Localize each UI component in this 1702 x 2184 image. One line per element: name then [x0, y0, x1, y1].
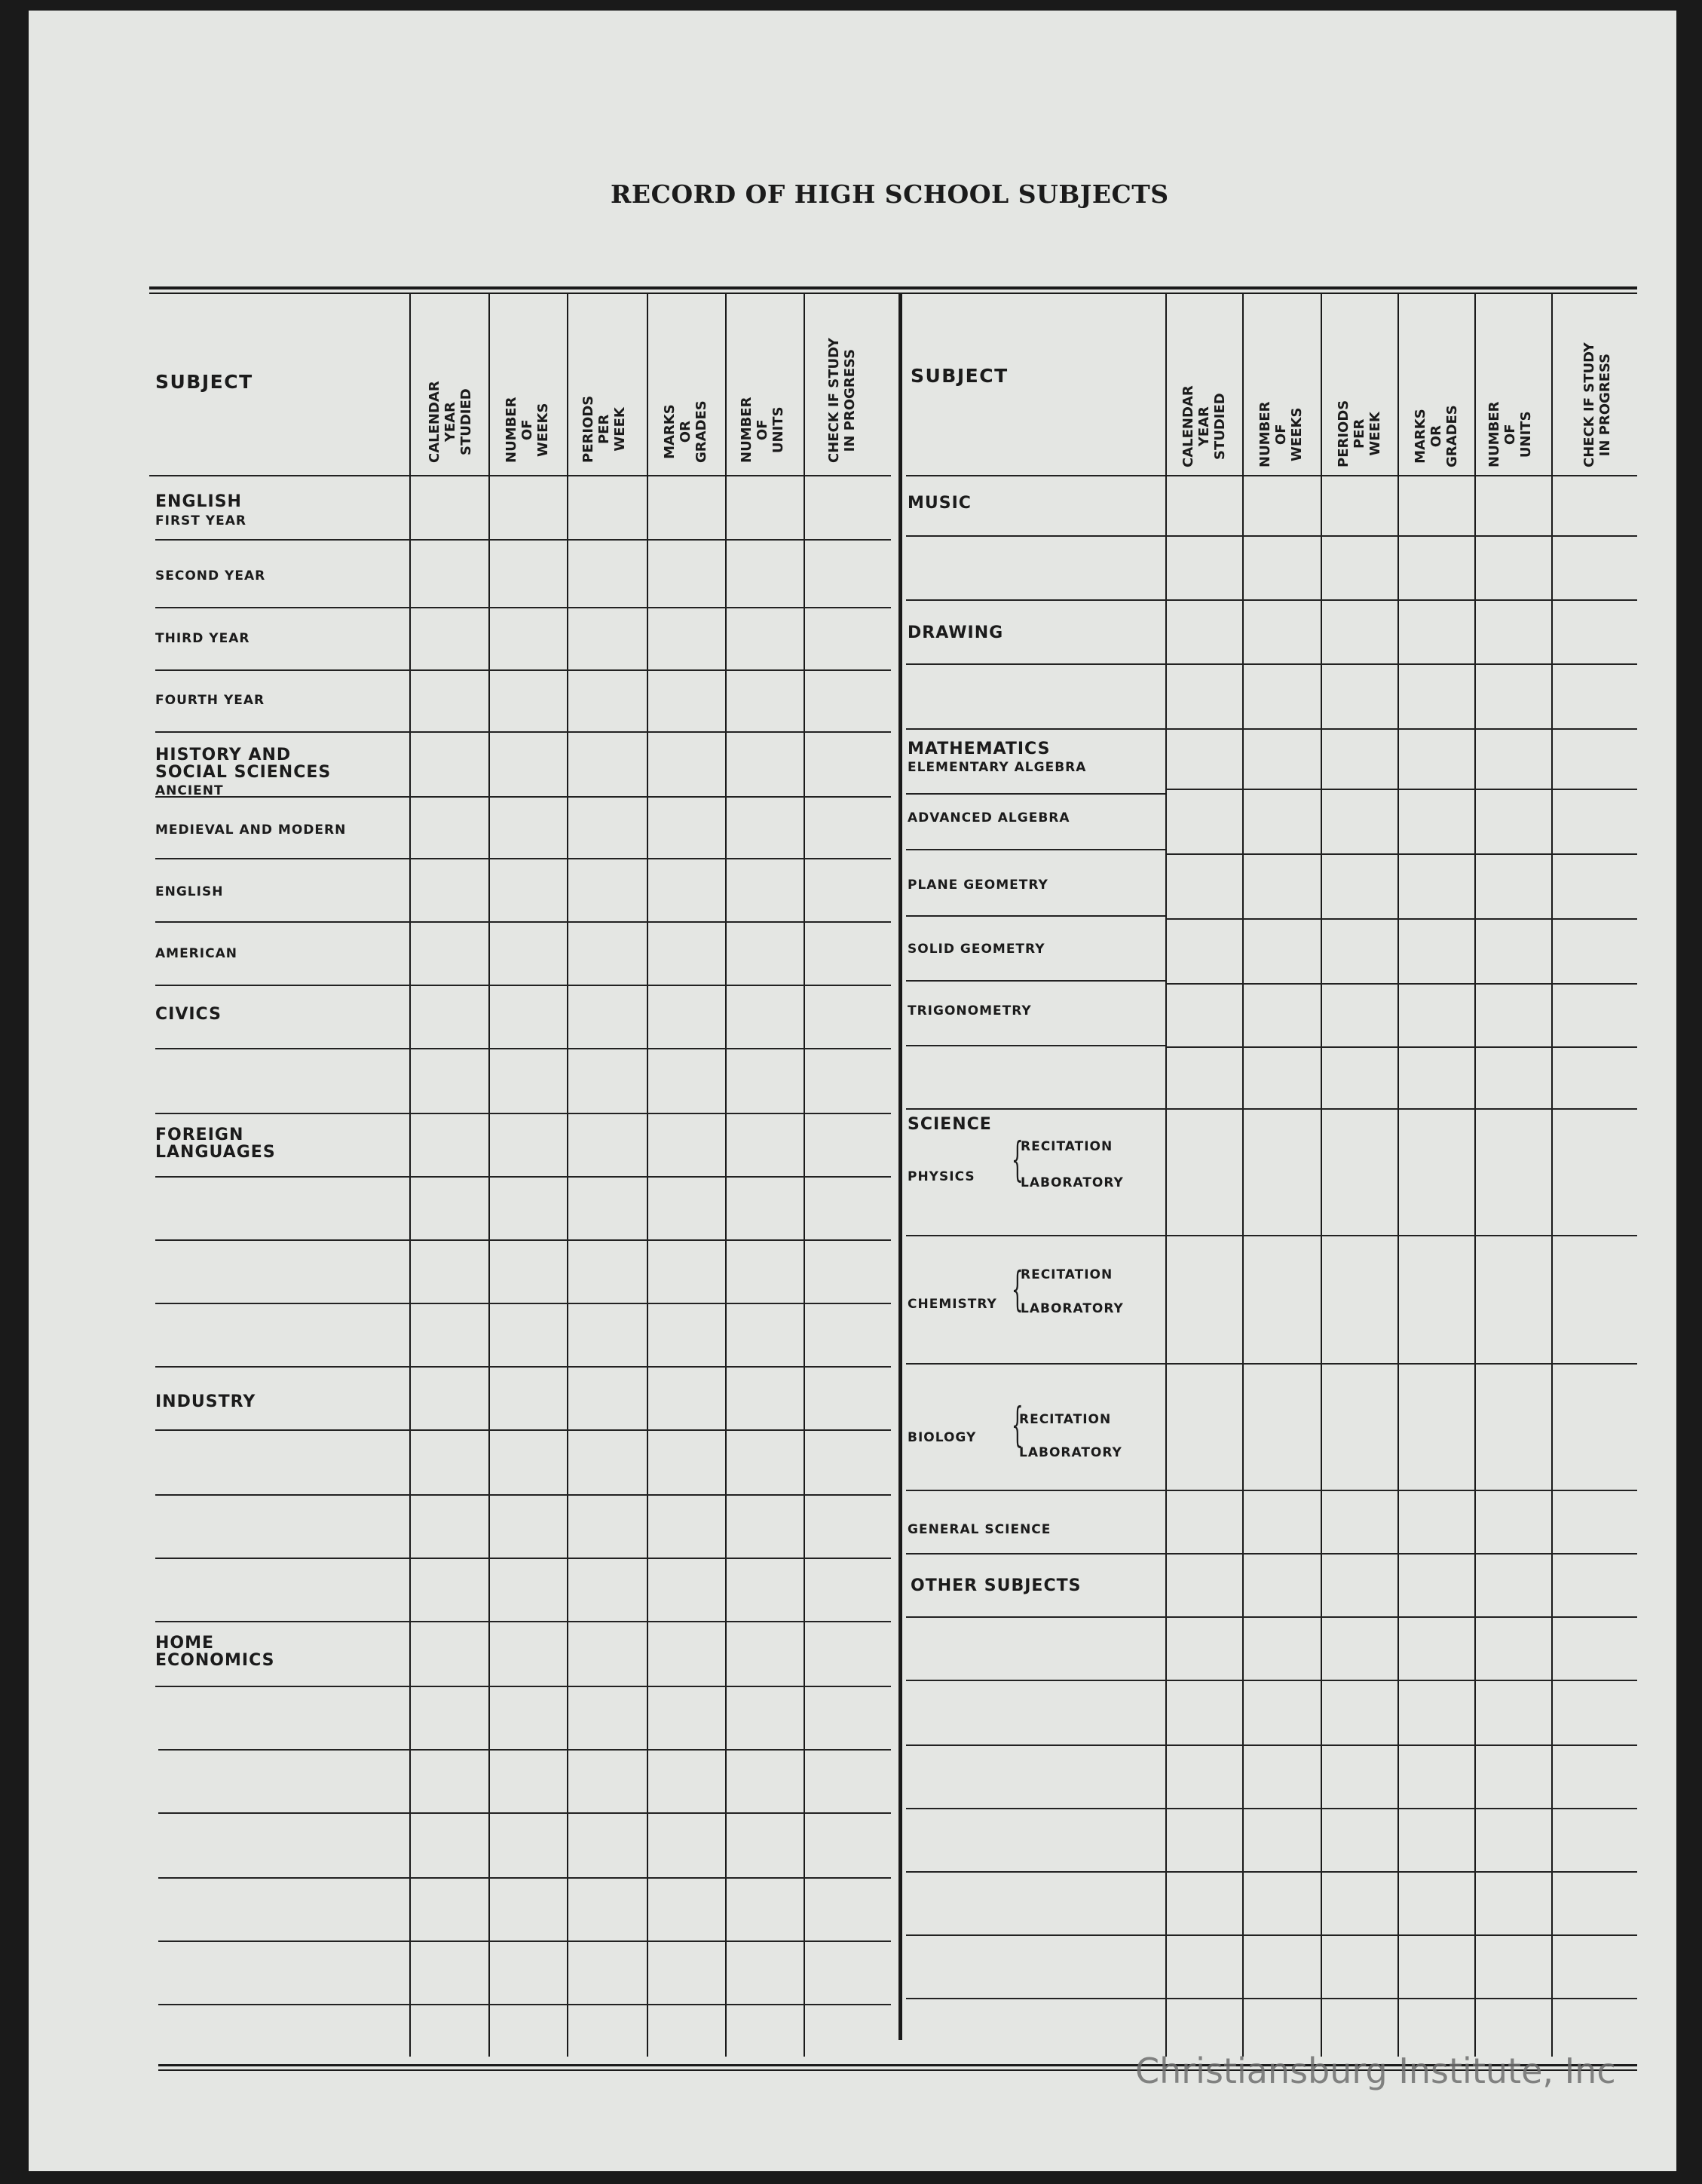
col-number-units: NUMBER OF UNITS [739, 397, 786, 463]
right-col-rule [1321, 293, 1322, 2057]
label-civics: CIVICS [155, 1005, 222, 1024]
right-row-line [906, 915, 1165, 917]
col-calendar-year: CALENDAR YEAR STUDIED [1180, 385, 1228, 467]
center-divider [898, 293, 902, 2040]
physics-brace: { [1011, 1132, 1024, 1187]
right-row-line [906, 1808, 1637, 1809]
label-english: ENGLISH [155, 492, 242, 511]
right-row-line [906, 1934, 1637, 1936]
form-title: RECORD OF HIGH SCHOOL SUBJECTS [611, 179, 1169, 209]
col-number-weeks: NUMBER OF WEEKS [1257, 401, 1305, 467]
right-row-line [906, 980, 1165, 982]
right-row-line [906, 1871, 1637, 1873]
right-row-line [906, 1490, 1637, 1491]
paper-sheet [29, 11, 1676, 2171]
left-col-rule [725, 293, 727, 2057]
left-row-line [158, 1877, 891, 1879]
right-col-rule [1551, 293, 1553, 2057]
right-row-line [906, 849, 1165, 850]
left-row-line [155, 539, 891, 541]
top-rule [149, 286, 1637, 289]
label-third-year: THIRD YEAR [155, 631, 250, 646]
label-mathematics: MATHEMATICS [908, 740, 1051, 758]
left-col-rule [409, 293, 411, 2057]
right-row-line [1167, 918, 1637, 920]
label-trigonometry: TRIGONOMETRY [908, 1003, 1032, 1018]
right-col-rule [1242, 293, 1244, 2057]
left-row-line [155, 985, 891, 986]
label-history-social: HISTORY AND SOCIAL SCIENCES [155, 746, 332, 782]
label-ancient: ANCIENT [155, 783, 224, 798]
label-science: SCIENCE [908, 1115, 992, 1134]
col-check-progress: CHECK IF STUDY IN PROGRESS [826, 338, 858, 463]
right-row-line [1167, 1046, 1637, 1048]
left-row-line [158, 1749, 891, 1751]
left-row-line [155, 1686, 891, 1687]
left-row-line [155, 1429, 891, 1431]
left-row-line [155, 731, 891, 733]
right-col-rule [1397, 293, 1399, 2057]
right-row-line [906, 1744, 1637, 1746]
left-row-line [155, 796, 891, 798]
right-row-line [906, 793, 1165, 795]
label-biology: BIOLOGY [908, 1430, 977, 1445]
chemistry-brace: { [1011, 1261, 1024, 1316]
label-elementary-algebra: ELEMENTARY ALGEBRA [908, 760, 1087, 775]
biology-recitation: RECITATION [1019, 1412, 1112, 1427]
left-col-rule [804, 293, 805, 2057]
header-rule-left [149, 475, 891, 476]
physics-recitation: RECITATION [1021, 1139, 1113, 1154]
right-row-line [906, 1108, 1637, 1110]
right-subject-header: SUBJECT [911, 365, 1009, 387]
left-row-line [155, 1113, 891, 1114]
chemistry-recitation: RECITATION [1021, 1267, 1113, 1282]
label-medieval-modern: MEDIEVAL AND MODERN [155, 822, 347, 838]
label-american: AMERICAN [155, 946, 237, 961]
label-advanced-algebra: ADVANCED ALGEBRA [908, 810, 1070, 826]
right-row-line [906, 1045, 1165, 1046]
chemistry-laboratory: LABORATORY [1021, 1301, 1124, 1316]
left-row-line [155, 858, 891, 859]
left-row-line [158, 1812, 891, 1814]
label-first-year: FIRST YEAR [155, 513, 246, 528]
label-music: MUSIC [908, 494, 972, 513]
label-general-science: GENERAL SCIENCE [908, 1522, 1052, 1537]
label-home-economics: HOME ECONOMICS [155, 1634, 275, 1670]
left-row-line [155, 1239, 891, 1241]
right-row-line [906, 1363, 1637, 1365]
right-row-line [906, 1553, 1637, 1555]
left-row-line [155, 921, 891, 923]
label-solid-geometry: SOLID GEOMETRY [908, 942, 1045, 957]
label-other-subjects: OTHER SUBJECTS [911, 1576, 1082, 1595]
label-industry: INDUSTRY [155, 1392, 256, 1411]
label-second-year: SECOND YEAR [155, 568, 266, 584]
left-row-line [155, 1048, 891, 1049]
right-col-rule [1165, 293, 1167, 2057]
col-calendar-year: CALENDAR YEAR STUDIED [427, 381, 474, 463]
left-col-rule [647, 293, 648, 2057]
left-col-rule [567, 293, 568, 2057]
top-rule-thin [149, 293, 1637, 294]
left-row-line [158, 2004, 891, 2005]
right-row-line [1167, 983, 1637, 985]
col-periods-week: PERIODS PER WEEK [1336, 400, 1383, 467]
col-marks-grades: MARKS OR GRADES [1413, 405, 1460, 467]
right-col-rule [1474, 293, 1476, 2057]
left-row-line [155, 1366, 891, 1368]
col-number-weeks: NUMBER OF WEEKS [504, 397, 551, 463]
col-marks-grades: MARKS OR GRADES [662, 400, 709, 463]
col-check-progress: CHECK IF STUDY IN PROGRESS [1581, 342, 1613, 467]
left-row-line [158, 1940, 891, 1942]
right-row-line [906, 728, 1637, 730]
col-periods-week: PERIODS PER WEEK [580, 395, 628, 463]
left-row-line [155, 607, 891, 608]
label-chemistry: CHEMISTRY [908, 1297, 997, 1312]
right-row-line [906, 535, 1637, 537]
right-row-line [1167, 789, 1637, 790]
label-physics: PHYSICS [908, 1169, 975, 1184]
left-row-line [155, 1621, 891, 1622]
left-row-line [155, 1558, 891, 1559]
left-col-rule [488, 293, 490, 2057]
right-row-line [1167, 853, 1637, 855]
biology-laboratory: LABORATORY [1019, 1445, 1122, 1460]
label-fourth-year: FOURTH YEAR [155, 693, 265, 708]
left-row-line [155, 1303, 891, 1304]
left-subject-header: SUBJECT [155, 371, 253, 393]
biology-brace: { [1011, 1397, 1024, 1452]
left-row-line [155, 669, 891, 671]
left-row-line [155, 1494, 891, 1496]
label-english-history: ENGLISH [155, 884, 224, 899]
label-drawing: DRAWING [908, 623, 1004, 642]
header-rule-right [906, 475, 1637, 476]
watermark: Christiansburg Institute, Inc [1135, 2051, 1616, 2091]
right-row-line [906, 1680, 1637, 1681]
right-row-line [906, 599, 1637, 601]
left-row-line [155, 1176, 891, 1178]
right-row-line [906, 1235, 1637, 1236]
col-number-units: NUMBER OF UNITS [1486, 401, 1534, 467]
right-row-line [906, 1616, 1637, 1618]
right-row-line [906, 1998, 1637, 1999]
label-foreign-languages: FOREIGN LANGUAGES [155, 1126, 276, 1162]
label-plane-geometry: PLANE GEOMETRY [908, 878, 1048, 893]
right-row-line [906, 663, 1637, 665]
physics-laboratory: LABORATORY [1021, 1175, 1124, 1190]
